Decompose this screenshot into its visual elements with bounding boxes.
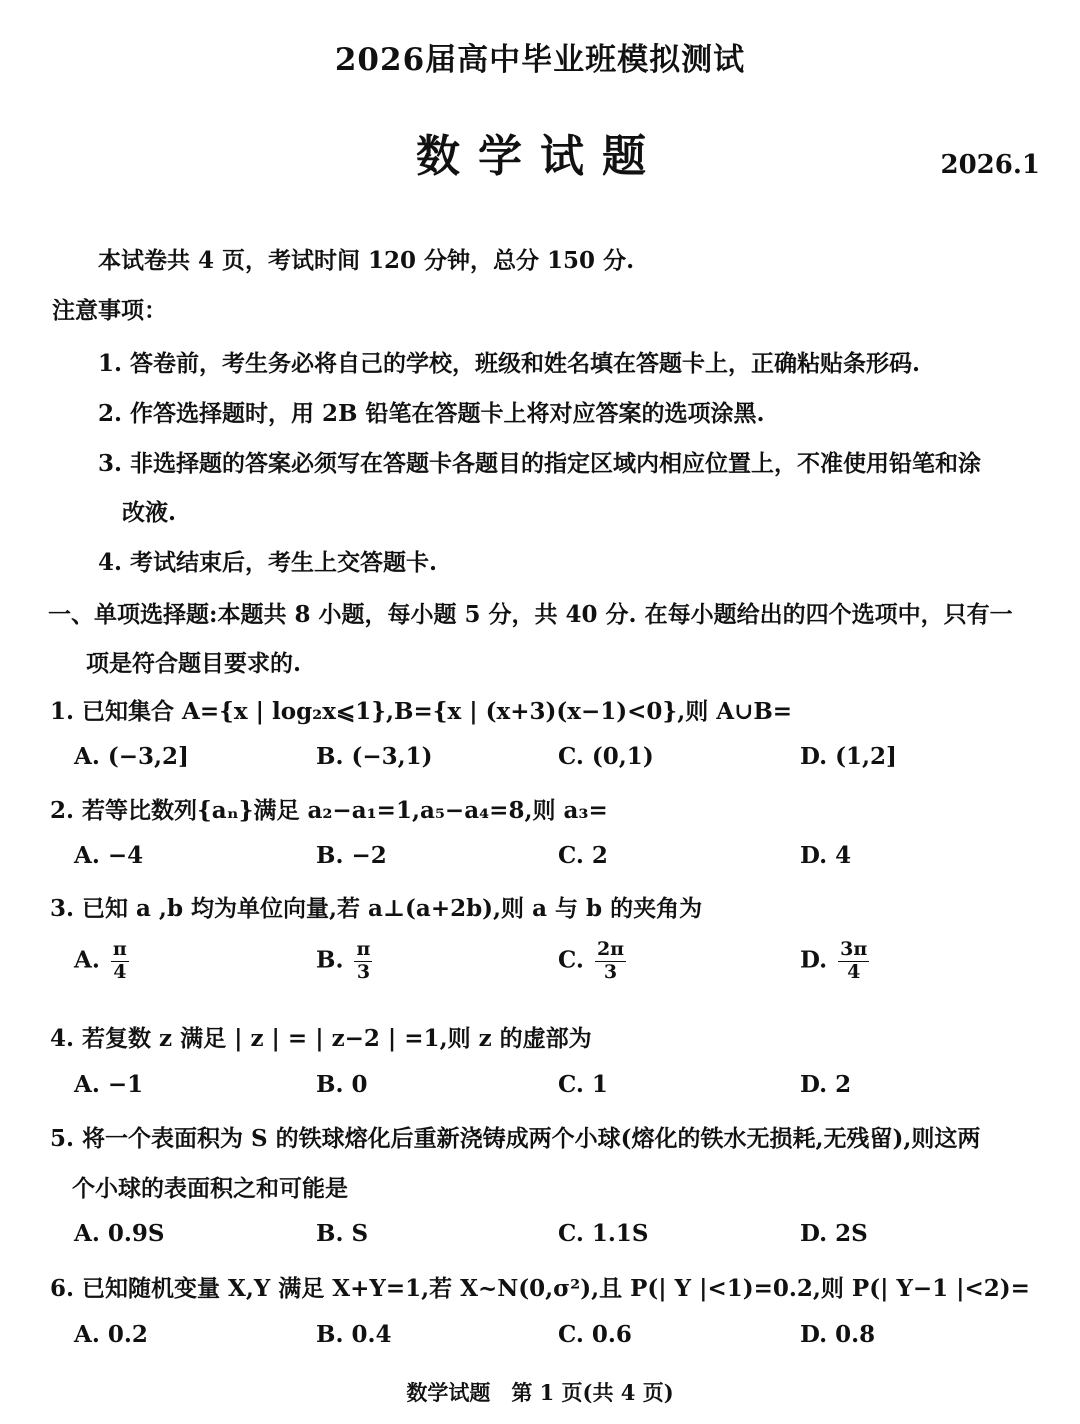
q2-option-d: D. 4 xyxy=(800,842,852,869)
q1-option-b: B. (−3,1) xyxy=(316,743,433,770)
q2-option-a: A. −4 xyxy=(74,842,144,869)
notice-item-4: 4. 考试结束后，考生上交答题卡. xyxy=(98,549,438,576)
notice-heading: 注意事项： xyxy=(52,297,167,324)
q6-option-a: A. 0.2 xyxy=(74,1321,148,1348)
q3-option-c-label: C. xyxy=(558,946,584,974)
fraction-numerator: 2π xyxy=(596,938,625,960)
question-5-stem: 5. 将一个表面积为 S 的铁球熔化后重新浇铸成两个小球(熔化的铁水无损耗,无残留),则这两 xyxy=(50,1125,981,1152)
q6-option-b: B. 0.4 xyxy=(316,1321,392,1348)
fraction-denominator: 3 xyxy=(603,960,618,983)
section-heading: 一、单项选择题:本题共 8 小题，每小题 5 分，共 40 分. 在每小题给出的四个选项中，只有一 xyxy=(48,601,1013,628)
fraction-numerator: 3π xyxy=(840,938,868,960)
q2-option-c: C. 2 xyxy=(558,842,608,869)
question-6-stem: 6. 已知随机变量 X,Y 满足 X+Y=1,若 X~N(0,σ²),且 P(| Y |<1)=0.2,则 P(| Y−1 |<2)= xyxy=(50,1275,1030,1302)
q3-option-d-fraction xyxy=(838,940,869,983)
q3-option-b xyxy=(316,940,372,983)
q3-option-b-fraction xyxy=(354,940,372,983)
q3-option-b-label: B. xyxy=(316,946,344,974)
q1-option-d: D. (1,2] xyxy=(800,743,897,770)
q3-option-a xyxy=(74,940,129,983)
q5-option-c: C. 1.1S xyxy=(558,1220,649,1247)
question-3-stem: 3. 已知 a ,b 均为单位向量,若 a⊥(a+2b),则 a 与 b 的夹角为 xyxy=(50,895,703,922)
notice-item-3-cont: 改液. xyxy=(122,499,177,526)
q1-option-c: C. (0,1) xyxy=(558,743,654,770)
q6-option-c: C. 0.6 xyxy=(558,1321,632,1348)
q5-option-b: B. S xyxy=(316,1220,369,1247)
subject-title: 数学试题 xyxy=(416,131,664,182)
q2-option-b: B. −2 xyxy=(316,842,387,869)
exam-intro: 本试卷共 4 页，考试时间 120 分钟，总分 150 分. xyxy=(98,247,635,274)
exam-title: 2026届高中毕业班模拟测试 xyxy=(334,42,746,78)
q3-option-d-label: D. xyxy=(800,946,828,974)
question-5-stem-cont: 个小球的表面积之和可能是 xyxy=(72,1175,348,1202)
q6-option-d: D. 0.8 xyxy=(800,1321,876,1348)
q3-option-a-label: A. xyxy=(74,946,100,974)
q4-option-a: A. −1 xyxy=(74,1071,144,1098)
q4-option-b: B. 0 xyxy=(316,1071,368,1098)
section-heading-cont: 项是符合题目要求的. xyxy=(86,650,302,677)
exam-date: 2026.1 xyxy=(940,150,1040,180)
q5-option-a: A. 0.9S xyxy=(74,1220,165,1247)
notice-item-2: 2. 作答选择题时，用 2B 铅笔在答题卡上将对应答案的选项涂黑. xyxy=(98,400,765,427)
fraction-denominator: 4 xyxy=(113,960,127,983)
q4-option-c: C. 1 xyxy=(558,1071,608,1098)
q1-option-a: A. (−3,2] xyxy=(74,743,189,770)
q3-option-c xyxy=(558,940,626,983)
question-4-stem: 4. 若复数 z 满足 | z | = | z−2 | =1,则 z 的虚部为 xyxy=(50,1025,592,1052)
notice-item-3: 3. 非选择题的答案必须写在答题卡各题目的指定区域内相应位置上，不准使用铅笔和涂 xyxy=(98,450,982,477)
fraction-numerator: π xyxy=(356,938,371,960)
fraction-numerator: π xyxy=(112,938,127,960)
notice-item-1: 1. 答卷前，考生务必将自己的学校，班级和姓名填在答题卡上，正确粘贴条形码. xyxy=(98,350,921,377)
q4-option-d: D. 2 xyxy=(800,1071,852,1098)
fraction-denominator: 3 xyxy=(356,960,371,983)
q3-option-c-fraction xyxy=(595,940,626,983)
question-1-stem: 1. 已知集合 A={x | log₂x⩽1},B={x | (x+3)(x−1)<0},则 A∪B= xyxy=(50,698,793,725)
page-footer: 数学试题 第 1 页(共 4 页) xyxy=(406,1380,674,1405)
q5-option-d: D. 2S xyxy=(800,1220,868,1247)
fraction-denominator: 4 xyxy=(847,960,861,983)
q3-option-a-fraction xyxy=(111,940,129,983)
q3-option-d xyxy=(800,940,869,983)
question-2-stem: 2. 若等比数列{aₙ}满足 a₂−a₁=1,a₅−a₄=8,则 a₃= xyxy=(50,797,608,824)
